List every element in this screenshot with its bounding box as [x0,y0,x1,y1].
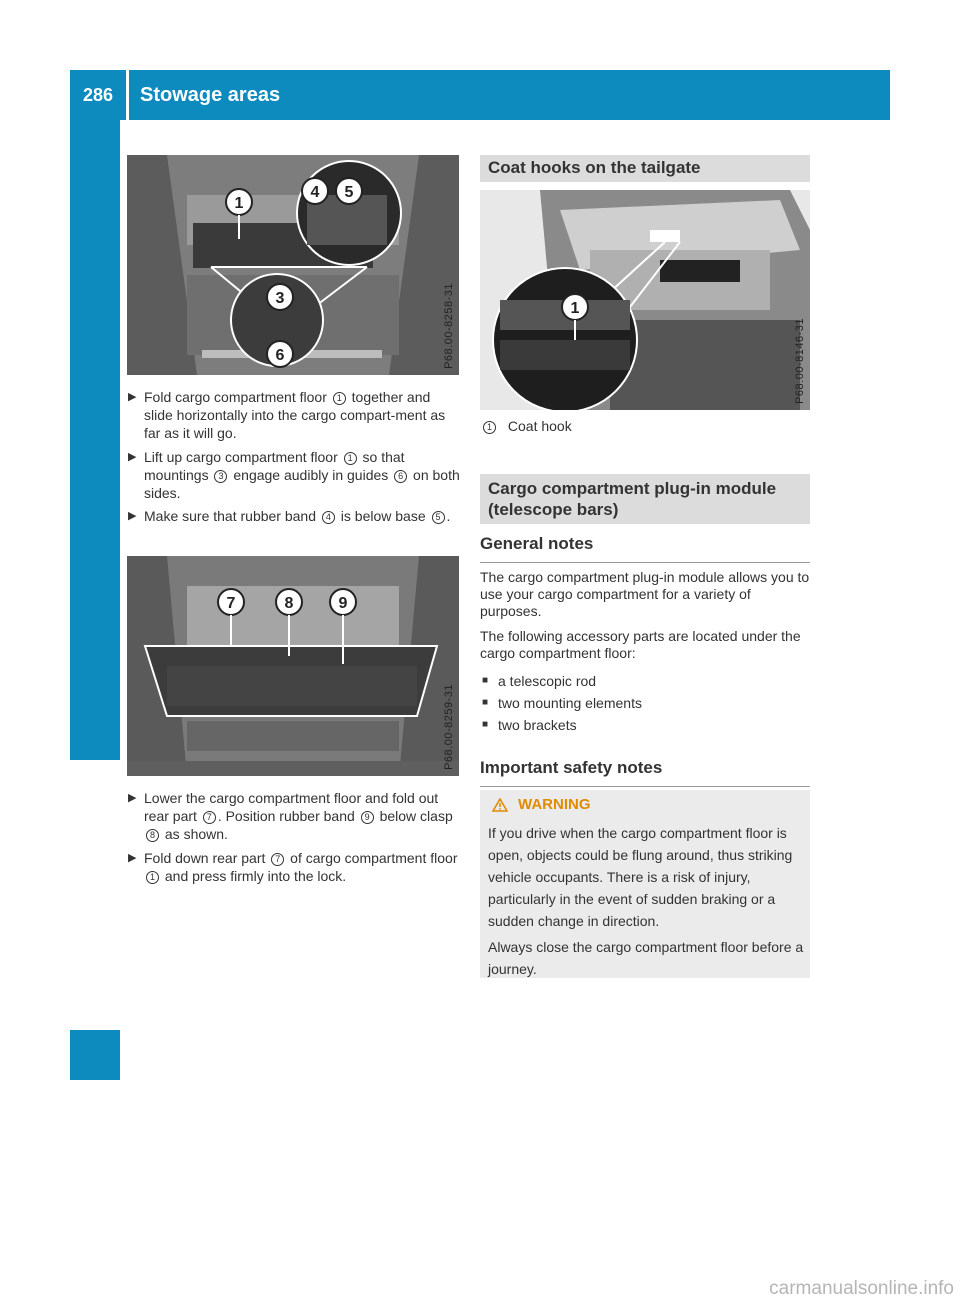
callout-layer-1 [127,155,459,375]
warning-box [480,790,810,978]
callout-ref: 1 [333,392,346,405]
step-arrow-icon: ▶ [128,451,137,463]
warning-body [488,822,808,980]
header-divider [126,70,129,120]
heading-safety-notes: Important safety notes [480,758,810,787]
bullet-icon: ■ [482,719,489,730]
step-arrow-icon: ▶ [128,792,137,804]
callout-3 [267,284,293,310]
page-number: 286 [82,84,114,105]
callout-ref: 6 [394,470,407,483]
step-fold-floor: ▶ Fold cargo compartment floor 1 together and slide horizontally into the cargo compart-ment as far as it will go. [128,389,446,441]
svg-text:3: 3 [275,290,285,307]
callout-5 [336,178,362,204]
callout-1 [226,189,252,239]
figure-tailgate [480,190,810,410]
figure-cargo-floor [127,155,459,375]
svg-text:1: 1 [234,195,244,212]
page-header [70,70,890,120]
svg-text:9: 9 [338,595,348,612]
callout-ref: 7 [203,811,216,824]
step-rubber-band: ▶ Make sure that rubber band 4 is below base 5 . [128,508,451,524]
callout-1 [562,294,588,340]
list-item: ■ a telescopic rod [482,673,597,689]
warning-paragraph-2: Always close the cargo compartment floor before a journey. [488,939,804,977]
side-tab-label-wrap [70,450,120,750]
callout-ref: 4 [322,511,335,524]
callout-ref: 3 [214,470,227,483]
callout-6 [267,341,293,367]
page-title: Stowage areas [140,83,281,106]
general-notes-p1: The cargo compartment plug-in module allows you to use your cargo compartment for a variety of purposes. [480,569,810,619]
heading-general-notes: General notes [480,534,810,563]
legend-coat-hook: 1 Coat hook [481,418,811,435]
callout-9 [330,589,356,664]
callout-ref: 1 [483,421,496,434]
section-heading-plug-in-module: Cargo compartment plug-in module (telescope bars) [480,474,810,524]
callout-ref: 1 [344,452,357,465]
callout-ref: 7 [271,853,284,866]
callout-layer-2 [127,556,459,776]
svg-text:8: 8 [284,595,294,612]
svg-text:5: 5 [344,184,354,201]
side-tab-marker [70,1030,120,1080]
svg-text:7: 7 [226,595,236,612]
side-tab-label: Stowage and features [83,491,106,709]
callout-ref: 5 [432,511,445,524]
warning-triangle-icon [492,798,508,812]
callout-layer-3 [480,190,810,410]
watermark: carmanualsonline.info [769,1278,954,1299]
bullet-icon: ■ [482,675,489,686]
step-arrow-icon: ▶ [128,510,137,522]
bullet-icon: ■ [482,697,489,708]
figure-code: P68.00-8146-31 [794,318,806,404]
step-fold-down: ▶ Fold down rear part 7 of cargo compartment floor 1 and press firmly into the lock. [128,850,458,884]
step-lift-floor: ▶ Lift up cargo compartment floor 1 so that mountings 3 engage audibly in guides 6 on both sides. [128,449,460,501]
list-item: ■ two mounting elements [482,695,642,711]
step-lower-floor: ▶ Lower the cargo compartment floor and fold out rear part 7 . Position rubber band 9 below clasp 8 as shown. [128,790,453,842]
warning-title: WARNING [492,796,591,813]
step-arrow-icon: ▶ [128,391,137,403]
figure-code: P68.00-8258-31 [443,283,455,369]
figure-cargo-rear-part [127,556,459,776]
svg-text:4: 4 [310,184,320,201]
svg-text:1: 1 [570,300,580,317]
list-item: ■ two brackets [482,717,577,733]
callout-ref: 9 [361,811,374,824]
callout-4 [302,178,328,204]
svg-text:6: 6 [275,347,285,364]
callout-ref: 8 [146,829,159,842]
callout-ref: 1 [146,871,159,884]
figure-code: P68.00-8259-31 [443,684,455,770]
section-heading-coat-hooks: Coat hooks on the tailgate [480,155,810,182]
general-notes-p2: The following accessory parts are located under the cargo compartment floor: [480,628,801,661]
step-arrow-icon: ▶ [128,852,137,864]
warning-paragraph-1: If you drive when the cargo compartment floor is open, objects could be flung around, thus striking vehicle occupants. There is a risk of injury, particularly in the event of sudden braking or a sudden change in direction. [488,825,793,929]
callout-8 [276,589,302,656]
callout-7 [218,589,244,646]
